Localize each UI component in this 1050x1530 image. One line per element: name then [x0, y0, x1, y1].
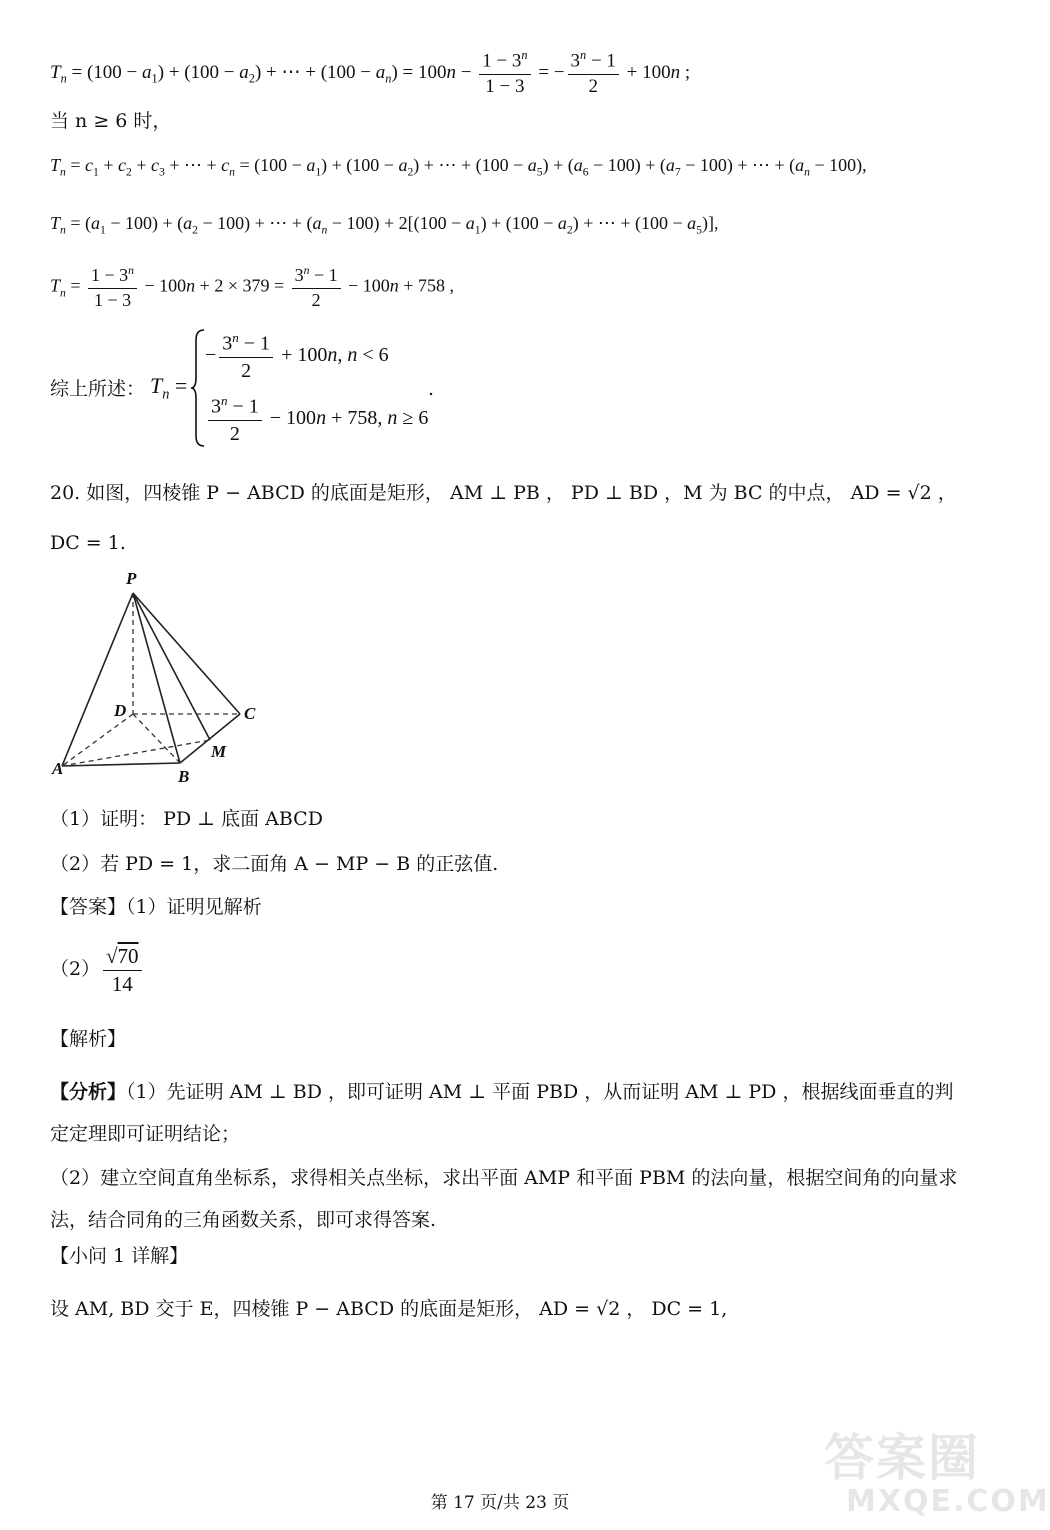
question-1: （1）证明： PD ⊥ 底面 ABCD: [50, 808, 323, 830]
edge-am: [62, 740, 210, 766]
answer-1: （1）证明见解析: [126, 896, 262, 918]
case-n-ge-6-text: 当 n ≥ 6 时，: [50, 110, 172, 132]
summary-tn: $T_n$ =: [150, 373, 188, 403]
analysis-paragraph-2: （2）建立空间直角坐标系，求得相关点坐标，求出平面 AMP 和平面 PBM 的法向量，根据空间角的向量求法，结合同角的三角函数关系，即可求得答案.: [50, 1167, 958, 1231]
label-b: B: [178, 767, 190, 786]
edge-ab: [62, 763, 180, 766]
analysis-tag: 【解析】: [50, 1028, 127, 1050]
problem-stem-line-2: DC = 1.: [50, 532, 126, 554]
formula-tn-regroup: $T_n = (a_1 - 100) + (a_2 - 100)$ + ⋯ + $(a_n - 100) + 2[(100 - a_1) + (100 - a_2)$ + ⋯ + $(100 - a_5)$],: [50, 213, 719, 237]
formula-tn-less-than-6: $T_n = (100 - a_1) + (100 - a_2)$ + ⋯ + $(100 - a_n) = 100n$ − $\frac{1 - 3^n}{1 - 3}$ = − $\frac{3^n - 1}{2}$ + 100n ;: [50, 48, 691, 98]
edge-pa: [62, 593, 133, 766]
label-a: A: [52, 759, 64, 778]
problem-number: 20.: [50, 482, 81, 504]
analysis-text-1: （1）先证明 AM ⊥ BD ，即可证明 AM ⊥ 平面 PBD ，从而证明 AM ⊥ PD ，根据线面垂直的判定定理即可证明结论；: [50, 1081, 954, 1145]
label-p: P: [126, 569, 137, 588]
left-brace: [190, 328, 206, 448]
label-d: D: [114, 701, 127, 720]
formula-tn-result: $T_n$ = $\frac{1 - 3^n}{1 - 3}$ − 100n + 2 × 379 = $\frac{3^n - 1}{2}$ − 100n + 758 ,: [50, 264, 454, 310]
watermark-sub: MXQE.COM: [846, 1484, 1050, 1519]
analysis-head: 【分析】: [50, 1081, 127, 1103]
detail-tag: 【小问 1 详解】: [50, 1245, 189, 1267]
pyramid-figure: [50, 568, 280, 788]
analysis-paragraph-1: [50, 1071, 960, 1155]
label-m: M: [211, 742, 227, 761]
summary-case-2: $\frac{3^n - 1}{2}$ − 100n + 758, n ≥ 6: [205, 393, 428, 446]
formula-tn-sum: $T_n = c_1 + c_2 + c_3$ + ⋯ + $c_n = (100 - a_1) + (100 - a_2)$ + ⋯ + $(100 - a_5) + (a_6 - 100) + (a_7 - 100)$ + ⋯ + $(a_n - 100)$,: [50, 155, 867, 179]
answer-tag: 【答案】: [50, 896, 127, 918]
summary-label: 综上所述：: [50, 378, 146, 400]
answer-2-value: $\frac{√70}{14}$: [100, 944, 145, 997]
problem-stem-text: 如图，四棱锥 P − ABCD 的底面是矩形， AM ⊥ PB ， PD ⊥ BD ，M 为 BC 的中点， AD = √2 ，: [86, 482, 957, 504]
summary-period: .: [428, 378, 435, 400]
page-number: 第 17 页/共 23 页: [430, 1493, 570, 1513]
watermark-main: 答案圈: [824, 1429, 980, 1487]
answer-line: [50, 896, 262, 919]
question-2: （2）若 PD = 1，求二面角 A − MP − B 的正弦值.: [50, 853, 499, 875]
summary-case-1: − $\frac{3^n - 1}{2}$ + 100n, n < 6: [205, 330, 389, 382]
label-c: C: [244, 704, 256, 723]
answer-2-prefix: （2）: [50, 958, 101, 980]
detail-line-1: 设 AM, BD 交于 E，四棱锥 P − ABCD 的底面是矩形， AD = √2 ， DC = 1,: [50, 1298, 728, 1320]
problem-stem-line-1: [50, 482, 957, 505]
edge-bc: [180, 714, 240, 763]
